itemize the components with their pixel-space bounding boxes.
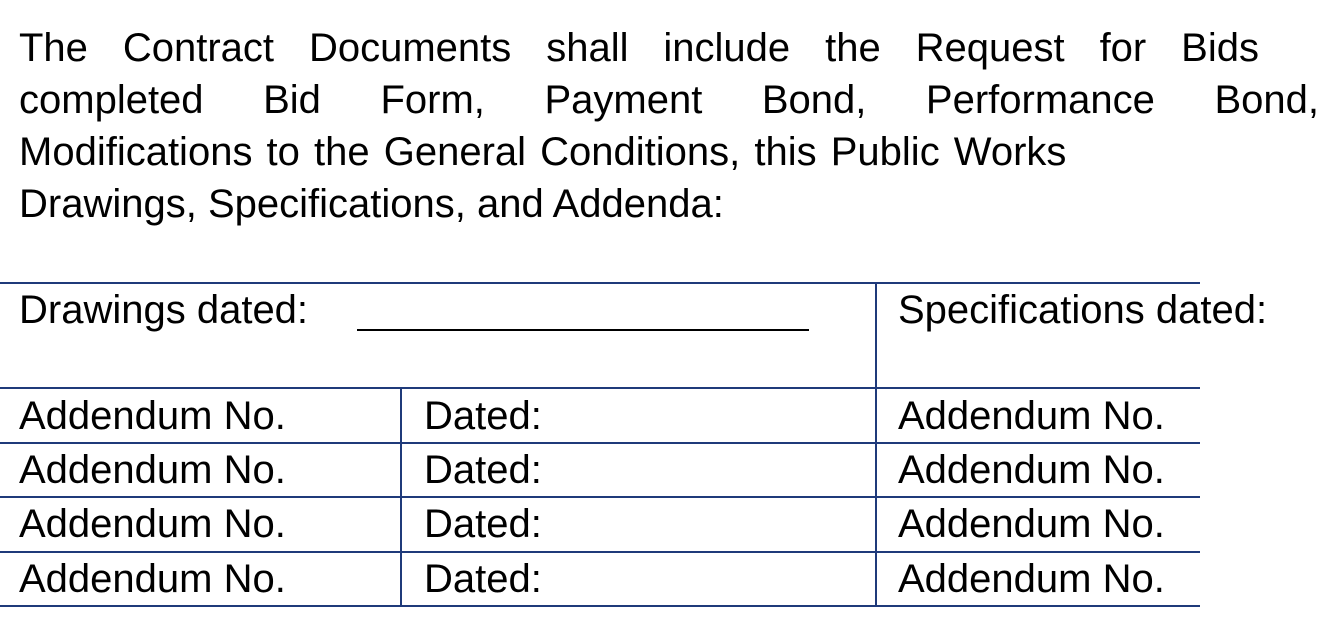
- addendum-dated-label-4: Dated:: [424, 557, 542, 601]
- table-row-divider-4: [0, 551, 1200, 553]
- table-bottom-border: [0, 605, 1200, 607]
- paragraph-line-3: Modifications to the General Conditions, this Public Works: [19, 130, 1067, 174]
- addendum-dated-label-1: Dated:: [424, 394, 542, 438]
- drawings-date-blank[interactable]: [357, 329, 809, 331]
- paragraph-line-1: The Contract Documents shall include the Request for Bids: [19, 26, 1259, 70]
- addendum-right-label-2: Addendum No.: [898, 448, 1165, 492]
- specifications-dated-label: Specifications dated:: [898, 288, 1268, 332]
- addendum-dated-label-3: Dated:: [424, 502, 542, 546]
- table-top-border: [0, 282, 1200, 284]
- addendum-left-label-3: Addendum No.: [19, 502, 286, 546]
- drawings-dated-label: Drawings dated:: [19, 288, 309, 332]
- addendum-left-label-2: Addendum No.: [19, 448, 286, 492]
- paragraph-line-2: completed Bid Form, Payment Bond, Performance Bond,: [19, 78, 1319, 122]
- table-column-divider-right: [875, 282, 877, 607]
- addendum-right-label-4: Addendum No.: [898, 557, 1165, 601]
- addendum-left-label-4: Addendum No.: [19, 557, 286, 601]
- addendum-dated-label-2: Dated:: [424, 448, 542, 492]
- addendum-right-label-3: Addendum No.: [898, 502, 1165, 546]
- table-row-divider-3: [0, 496, 1200, 498]
- addendum-right-label-1: Addendum No.: [898, 394, 1165, 438]
- table-column-divider-dated: [400, 387, 402, 607]
- paragraph-line-4: Drawings, Specifications, and Addenda:: [19, 182, 724, 226]
- table-row-divider-2: [0, 442, 1200, 444]
- addendum-left-label-1: Addendum No.: [19, 394, 286, 438]
- table-row-divider-1: [0, 387, 1200, 389]
